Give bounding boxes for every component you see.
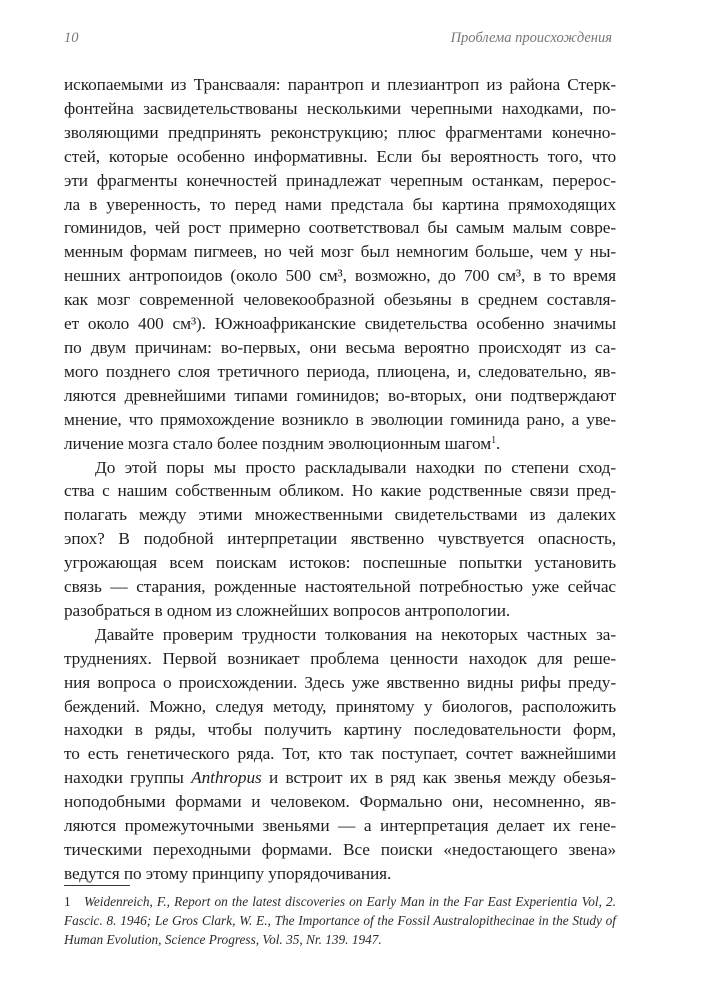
paragraph-3: [64, 623, 616, 886]
paragraph-1: [64, 73, 616, 456]
text-line: зволяющими предпринять реконструкцию; плюс фрагментами конечно-: [64, 122, 616, 142]
running-header: [64, 30, 612, 50]
text-line: ства с нашим собственным обликом. Но какие родственные связи пред-: [64, 481, 616, 501]
text-line: ведутся по этому принципу упорядочивания.: [64, 863, 392, 883]
text-line: ноподобными формами и человеком. Формально они, несомненно, яв-: [64, 792, 616, 812]
text-line: Давайте проверим трудности толкования на некоторых частных за-: [95, 624, 616, 644]
text-line: беждений. Можно, следуя методу, принятому у биологов, расположить: [64, 696, 616, 716]
text-line: то есть генетического ряда. Тот, кто так поступает, сочтет важнейшими: [64, 744, 616, 764]
text-line-content: личение мозга стало более поздним эволюционным шагом: [64, 433, 492, 453]
text-line: тическими переходными формами. Все поиски «недостающего звена»: [64, 840, 616, 859]
paragraph-2: [64, 456, 616, 623]
text-line: менным формам пигмеев, но чей мозг был немногим больше, чем у ны-: [64, 242, 616, 262]
text-line: эти фрагменты конечностей принадлежат черепным останкам, перерос-: [64, 170, 616, 190]
footnote-line: Human Evolution, Science Progress, Vol. 35, Nr. 139. 1947.: [64, 932, 382, 947]
running-title: Проблема происхождения: [450, 30, 612, 46]
text-line: ископаемыми из Трансвааля: парантроп и плезиантроп из района Стерк-: [64, 75, 616, 94]
text-line: нешних антропоидов (около 500 см³, возможно, до 700 см³, в то время: [64, 266, 616, 286]
footnote-text: Weidenreich, F., Report on the latest discoveries on Early Man in the Far East Experientia Vol, 2.: [84, 894, 616, 909]
text-line: ния вопроса о происхождении. Здесь уже явственно видны рифы преду-: [64, 672, 616, 692]
text-line: связь — старания, рожденные настоятельной потребностью уже сейчас: [64, 577, 616, 597]
footnote-reference[interactable]: 1: [491, 434, 496, 446]
text-line: по двум причинам: во-первых, они весьма вероятно происходят из са-: [64, 337, 616, 357]
text-line: мого позднего слоя третичного периода, плиоцена, и, следовательно, яв-: [64, 361, 616, 381]
footnote-number: 1: [64, 894, 71, 909]
text-line: полагать между этими множественными свидетельствами из далеких: [64, 505, 616, 525]
taxon-name: Anthropus: [191, 768, 262, 788]
text-line: [64, 766, 616, 790]
text-line: угрожающая всем поискам истоков: поспешные попытки установить: [64, 553, 616, 573]
text-line: эпох? В подобной интерпретации явственно чувствуется опасность,: [64, 529, 616, 549]
text-line: личение мозга стало более поздним эволюционным шагом$^1$.: [64, 433, 501, 453]
footnote: [64, 892, 616, 949]
text-line-start: находки группы: [64, 768, 192, 788]
footnote-divider: [64, 885, 130, 886]
main-text: [64, 73, 616, 886]
text-line: ла в уверенность, то перед нами предстала бы картина прямоходящих: [64, 194, 616, 214]
text-line: гоминидов, чей рост примерно соответствовал бы самым малым совре-: [64, 218, 616, 238]
text-line: До этой поры мы просто раскладывали находки по степени сход-: [95, 457, 616, 477]
text-line: мнение, что прямохождение возникло в эволюции гоминида рано, а уве-: [64, 409, 616, 429]
text-line: находки в ряды, чтобы получить картину последовательности форм,: [64, 720, 616, 740]
footnote-line: Fascic. 8. 1946; Le Gros Clark, W. E., The Importance of the Fossil Australopithecinae in the Study of: [64, 913, 616, 928]
text-line: разобраться в одном из сложнейших вопросов антропологии.: [64, 600, 511, 620]
text-line: как мозг современной человекообразной обезьяны в среднем составля-: [64, 290, 616, 310]
footnote-line: [64, 892, 616, 911]
text-line-end: и встроит их в ряд как звенья между обезья-: [261, 768, 617, 788]
text-line: ет около 400 см³). Южноафриканские свидетельства особенно значимы: [64, 314, 616, 334]
page-number: 10: [64, 30, 79, 46]
text-line: фонтейна засвидетельствованы несколькими черепными находками, по-: [64, 98, 616, 118]
text-line: ляются промежуточными звеньями — а интерпретация делает их гене-: [64, 816, 616, 836]
text-line: стей, которые особенно информативны. Если бы вероятность того, что: [64, 146, 616, 166]
text-line: труднениях. Первой возникает проблема ценности находок для реше-: [64, 648, 616, 668]
text-line: ляются древнейшими типами гоминидов; во-вторых, они подтверждают: [64, 385, 616, 405]
